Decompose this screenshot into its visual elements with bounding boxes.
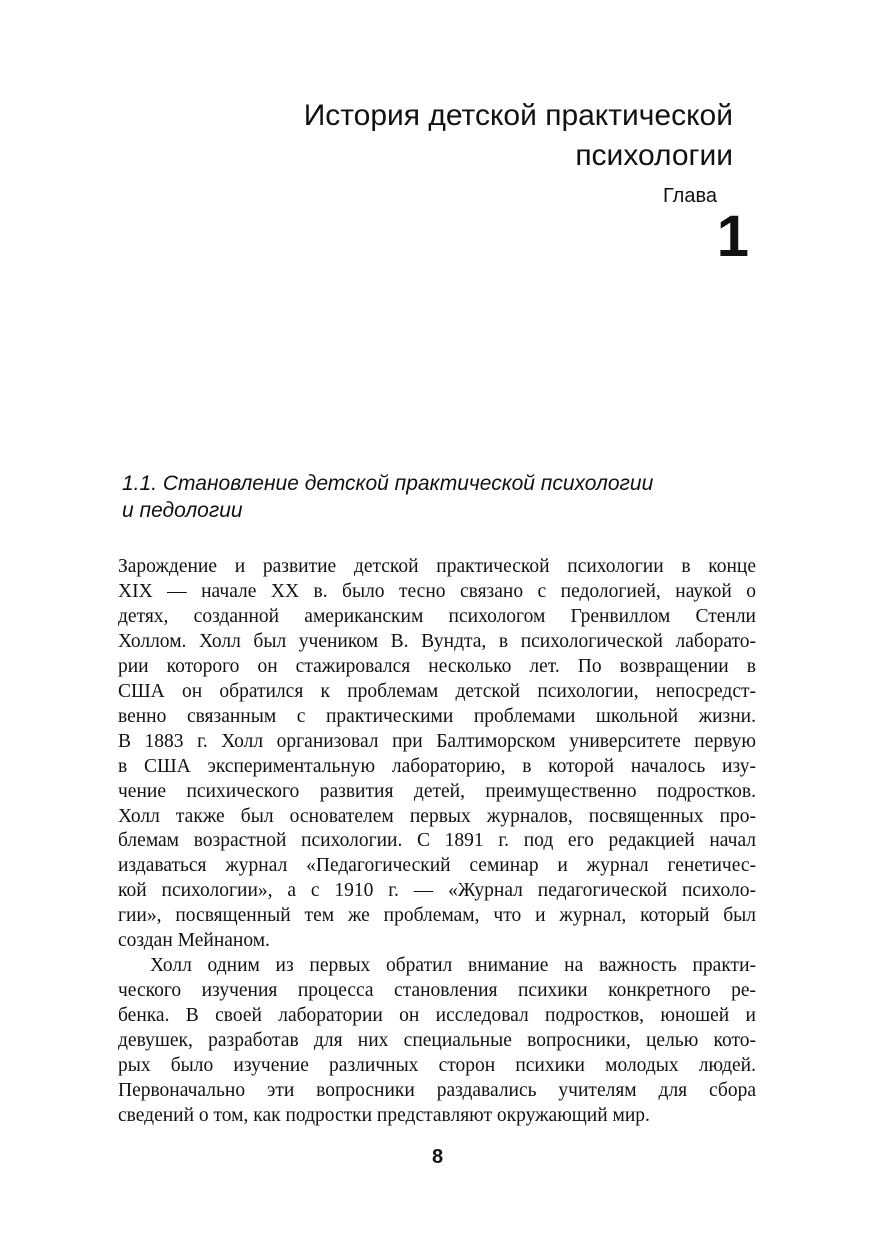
text-line: В 1883 г. Холл организовал при Балтиморском университете первую xyxy=(118,730,756,752)
text-line: Холл одним из первых обратил внимание на важность практи- xyxy=(150,955,756,977)
section-heading xyxy=(122,470,653,524)
paragraph xyxy=(118,555,756,954)
section-heading-line: и педологии xyxy=(122,499,243,522)
text-line: блемам возрастной психологии. С 1891 г. под его редакцией начал xyxy=(118,830,756,852)
chapter-number: 1 xyxy=(716,204,749,269)
text-line: венно связанным с практическими проблемами школьной жизни. xyxy=(118,705,756,727)
text-line: в США экспериментальную лабораторию, в которой началось изу- xyxy=(118,755,756,777)
text-line: создан Мейнаном. xyxy=(118,930,270,952)
text-line: Зарождение и развитие детской практической психологии в конце xyxy=(118,556,756,577)
text-line: Первоначально эти вопросники раздавались учителям для сбора xyxy=(118,1080,756,1102)
paragraph xyxy=(118,954,756,1129)
text-line: сведений о том, как подростки представляют окружающий мир. xyxy=(118,1104,650,1126)
text-line: Холлом. Холл был учеником В. Вундта, в психологической лаборато- xyxy=(118,630,756,652)
body-text xyxy=(118,555,756,1129)
text-line: гии», посвященный тем же проблемам, что и журнал, который был xyxy=(118,905,756,927)
text-line: чение психического развития детей, преимущественно подростков. xyxy=(118,780,756,802)
text-line: бенка. В своей лаборатории он исследовал подростков, юношей и xyxy=(118,1005,756,1027)
text-line: рии которого он стажировался несколько лет. По возвращении в xyxy=(118,655,756,677)
chapter-title xyxy=(304,96,733,176)
page-number: 8 xyxy=(431,1146,444,1168)
text-line: Холл также был основателем первых журналов, посвященных про- xyxy=(118,805,756,827)
text-line: детях, созданной американским психологом Гренвиллом Стенли xyxy=(118,605,756,627)
chapter-title-line: История детской практической xyxy=(303,99,733,132)
text-line: ческого изучения процесса становления психики конкретного ре- xyxy=(118,980,756,1002)
text-line: США он обратился к проблемам детской психологии, непосредст- xyxy=(118,680,756,702)
text-line: рых было изучение различных сторон психики молодых людей. xyxy=(118,1055,756,1077)
text-line: кой психологии», а с 1910 г. — «Журнал педагогической психоло- xyxy=(118,880,756,902)
chapter-label: Глава xyxy=(662,185,717,207)
section-heading-line: 1.1. Становление детской практической психологии xyxy=(122,472,654,495)
text-line: девушек, разработав для них специальные вопросники, целью кото- xyxy=(118,1030,756,1052)
chapter-title-line: психологии xyxy=(575,139,733,172)
text-line: XIX — начале XX в. было тесно связано с педологией, наукой о xyxy=(118,580,756,602)
text-line: издаваться журнал «Педагогический семинар и журнал генетичес- xyxy=(118,855,756,877)
